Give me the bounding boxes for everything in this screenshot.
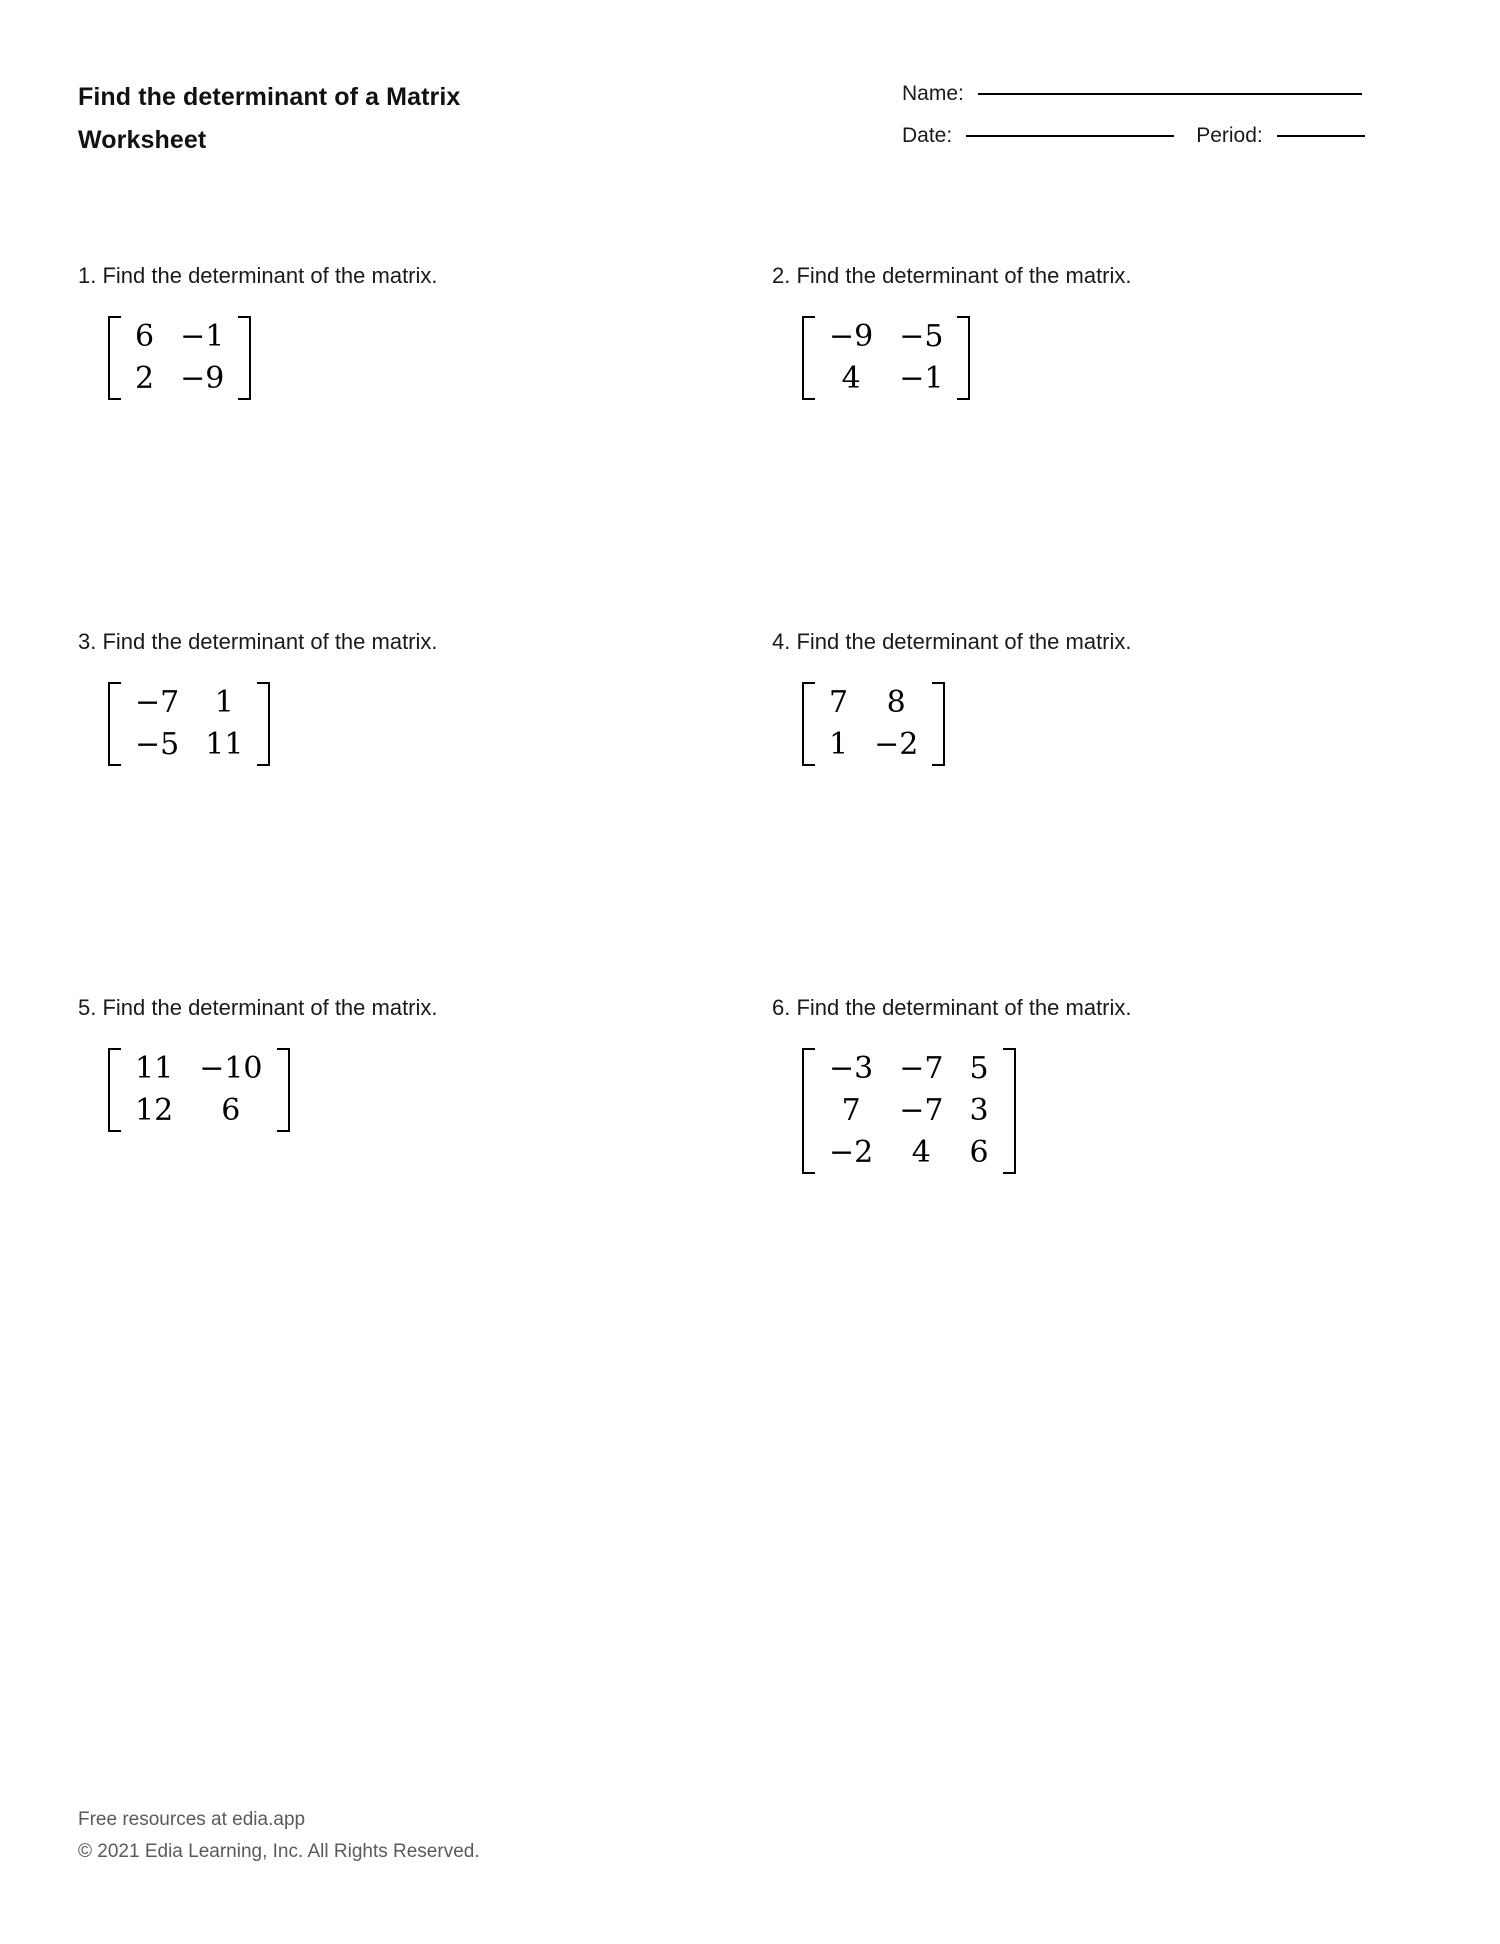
matrix-cell: −10: [199, 1051, 263, 1086]
matrix-cell: −7: [899, 1051, 944, 1086]
right-bracket-icon: [257, 682, 270, 766]
footer-copyright-line: © 2021 Edia Learning, Inc. All Rights Reserved.: [78, 1841, 480, 1862]
date-label: Date:: [902, 124, 953, 147]
problem-3-matrix: [108, 682, 270, 766]
problem-row-1: [78, 262, 1422, 628]
problem-4-matrix: [802, 682, 945, 766]
period-write-line[interactable]: [1277, 135, 1365, 137]
matrix-cell: −2: [829, 1135, 874, 1170]
right-bracket-icon: [277, 1048, 290, 1132]
matrix-cell: −9: [829, 319, 874, 354]
problem-2-prompt: 2. Find the determinant of the matrix.: [772, 263, 1132, 288]
date-period-row: [902, 124, 1422, 166]
problem-6: [750, 994, 1422, 1360]
right-bracket-icon: [957, 316, 970, 400]
worksheet-header: [78, 76, 1422, 186]
left-bracket-icon: [108, 316, 121, 400]
problem-1: [78, 262, 750, 628]
date-write-line[interactable]: [966, 135, 1174, 137]
matrix-cell: 7: [829, 685, 849, 720]
matrix-row: [816, 1132, 1002, 1174]
problem-4-prompt: 4. Find the determinant of the matrix.: [772, 629, 1132, 654]
problem-1-prompt: 1. Find the determinant of the matrix.: [78, 263, 438, 288]
problem-row-2: [78, 628, 1422, 994]
problem-1-matrix: [108, 316, 251, 400]
problem-3: [78, 628, 750, 994]
problem-2: [750, 262, 1422, 628]
matrix-cell: 12: [135, 1093, 174, 1128]
matrix-cell: −1: [899, 361, 944, 396]
matrix-cell: 1: [214, 685, 234, 720]
matrix-cell: −7: [899, 1093, 944, 1128]
matrix-cell: −7: [135, 685, 180, 720]
page-title: [78, 76, 638, 162]
matrix-row: [122, 358, 237, 400]
matrix-cell: −5: [899, 319, 944, 354]
matrix-cell: 5: [969, 1051, 989, 1086]
problem-3-prompt: 3. Find the determinant of the matrix.: [78, 629, 438, 654]
matrix-cell: −3: [829, 1051, 874, 1086]
matrix-row: [816, 358, 956, 400]
matrix-cell: 4: [841, 361, 861, 396]
matrix-row: [122, 316, 237, 358]
matrix-cell: 11: [205, 727, 244, 762]
name-write-line[interactable]: [978, 93, 1362, 95]
matrix-cell: −1: [180, 319, 225, 354]
matrix-cell: −9: [180, 361, 225, 396]
page-title-line-2: Worksheet: [78, 126, 207, 154]
page-footer: [78, 1804, 480, 1868]
matrix-cell: 1: [829, 727, 849, 762]
problem-5-matrix: [108, 1048, 290, 1132]
name-row: [902, 82, 1422, 124]
matrix-cell: 3: [969, 1093, 989, 1128]
problem-5-prompt: 5. Find the determinant of the matrix.: [78, 995, 438, 1020]
problem-6-prompt: 6. Find the determinant of the matrix.: [772, 995, 1132, 1020]
problem-6-matrix: [802, 1048, 1016, 1174]
matrix-row: [122, 1090, 276, 1132]
matrix-cell: 2: [135, 361, 155, 396]
left-bracket-icon: [108, 1048, 121, 1132]
page-title-line-1: Find the determinant of a Matrix: [78, 83, 461, 111]
name-label: Name:: [902, 82, 964, 105]
matrix-row: [816, 1090, 1002, 1132]
student-info-block: [902, 82, 1422, 166]
matrix-row: [816, 682, 931, 724]
problem-5: [78, 994, 750, 1360]
right-bracket-icon: [238, 316, 251, 400]
problem-row-3: [78, 994, 1422, 1360]
right-bracket-icon: [932, 682, 945, 766]
matrix-row: [816, 1048, 1002, 1090]
left-bracket-icon: [108, 682, 121, 766]
matrix-row: [122, 1048, 276, 1090]
period-label: Period:: [1196, 124, 1263, 147]
footer-resources-line: Free resources at edia.app: [78, 1809, 306, 1830]
matrix-row: [816, 724, 931, 766]
matrix-cell: 4: [911, 1135, 931, 1170]
matrix-cell: 6: [135, 319, 155, 354]
problems-grid: [78, 262, 1422, 1360]
matrix-cell: −2: [874, 727, 919, 762]
problem-4: [750, 628, 1422, 994]
left-bracket-icon: [802, 1048, 815, 1174]
matrix-row: [122, 724, 256, 766]
matrix-row: [816, 316, 956, 358]
matrix-row: [122, 682, 256, 724]
right-bracket-icon: [1003, 1048, 1016, 1174]
matrix-cell: 6: [969, 1135, 989, 1170]
problem-2-matrix: [802, 316, 970, 400]
matrix-cell: −5: [135, 727, 180, 762]
matrix-cell: 7: [841, 1093, 861, 1128]
matrix-cell: 11: [135, 1051, 174, 1086]
left-bracket-icon: [802, 682, 815, 766]
left-bracket-icon: [802, 316, 815, 400]
matrix-cell: 8: [886, 685, 906, 720]
matrix-cell: 6: [221, 1093, 241, 1128]
